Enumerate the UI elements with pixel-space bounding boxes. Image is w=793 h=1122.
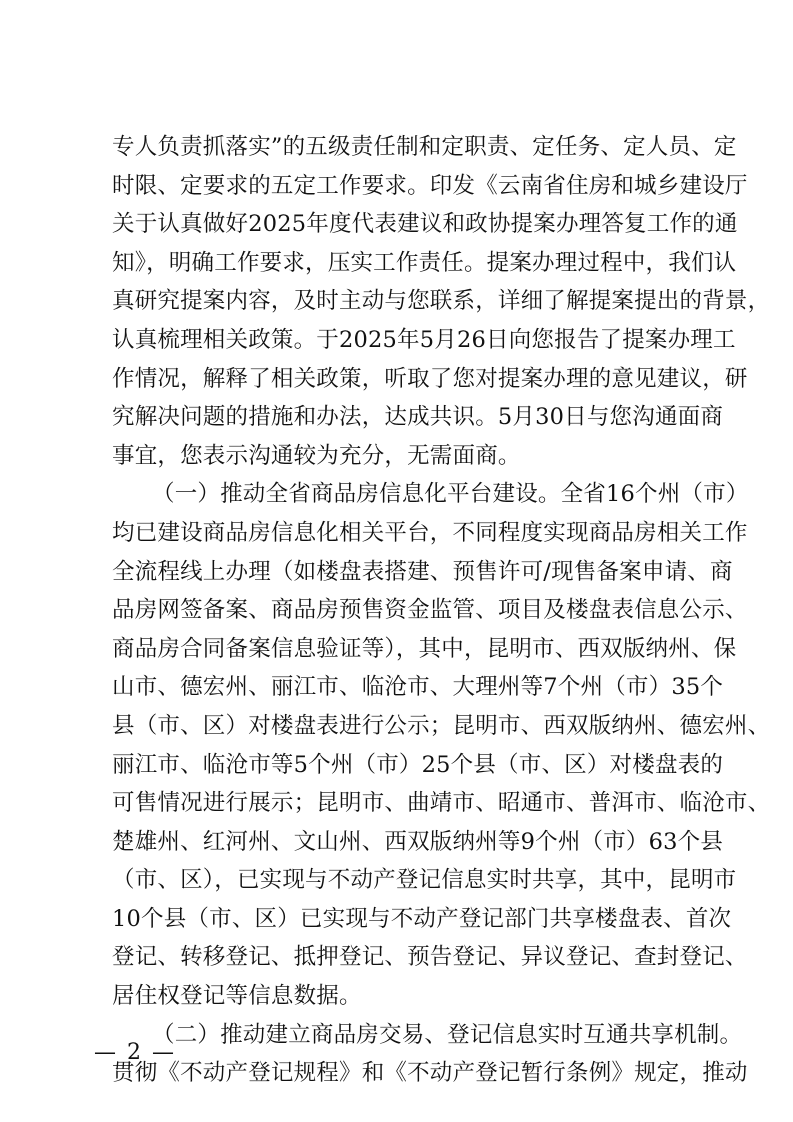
text-line: 可售情况进行展示；昆明市、曲靖市、昭通市、普洱市、临沧市、 <box>112 790 771 817</box>
paragraph-responsibility <box>112 128 771 475</box>
text-line: 专人负责抓落实”的五级责任制和定职责、定任务、定人员、定 <box>112 134 737 160</box>
text-line: （市、区），已实现与不动产登记信息实时共享，其中，昆明市 <box>112 867 737 894</box>
text-line: 10个县（市、区）已实现与不动产登记部门共享楼盘表、首次 <box>112 905 732 932</box>
text-line: 县（市、区）对楼盘表进行公示；昆明市、西双版纳州、德宏州、 <box>112 712 771 739</box>
page-number: — 2 — <box>94 1040 176 1065</box>
text-line: 楚雄州、红河州、文山州、西双版纳州等9个州（市）63个县 <box>112 828 724 855</box>
paragraph-info-sharing <box>112 1016 748 1093</box>
text-line: 时限、定要求的五定工作要求。印发《云南省住房和城乡建设厅 <box>112 172 748 199</box>
paragraph-platform-construction <box>112 475 771 1015</box>
text-line: 事宜，您表示沟通较为充分，无需面商。 <box>112 442 521 469</box>
text-line: 山市、德宏州、丽江市、临沧市、大理州等7个州（市）35个 <box>112 674 724 701</box>
text-line: 究解决问题的措施和办法，达成共识。5月30日与您沟通面商 <box>112 404 724 431</box>
text-line: 作情况，解释了相关政策，听取了您对提案办理的意见建议，研 <box>112 365 748 392</box>
text-line: 品房网签备案、商品房预售资金监管、项目及楼盘表信息公示、 <box>112 597 748 624</box>
text-line: 贯彻《不动产登记规程》和《不动产登记暂行条例》规定，推动 <box>112 1060 748 1087</box>
document-body <box>112 128 771 1093</box>
text-line: 居住权登记等信息数据。 <box>112 983 362 1010</box>
text-line: 登记、转移登记、抵押登记、预告登记、异议登记、查封登记、 <box>112 944 748 971</box>
text-line: 全流程线上办理（如楼盘表搭建、预售许可/现售备案申请、商 <box>112 558 733 585</box>
text-line: 真研究提案内容，及时主动与您联系，详细了解提案提出的背景， <box>112 288 771 315</box>
text-line: 知》，明确工作要求，压实工作责任。提案办理过程中，我们认 <box>112 249 737 276</box>
section-heading-line: （二）推动建立商品房交易、登记信息实时互通共享机制。 <box>152 1021 743 1048</box>
text-line: 关于认真做好2025年度代表建议和政协提案办理答复工作的通 <box>112 211 738 238</box>
text-line: 商品房合同备案信息验证等），其中，昆明市、西双版纳州、保 <box>112 635 737 662</box>
section-heading-line: （一）推动全省商品房信息化平台建设。全省16个州（市） <box>152 481 749 508</box>
text-line: 认真梳理相关政策。于2025年5月26日向您报告了提案办理工 <box>112 326 736 353</box>
text-line: 丽江市、临沧市等5个州（市）25个县（市、区）对楼盘表的 <box>112 751 724 778</box>
text-line: 均已建设商品房信息化相关平台，不同程度实现商品房相关工作 <box>112 519 748 546</box>
